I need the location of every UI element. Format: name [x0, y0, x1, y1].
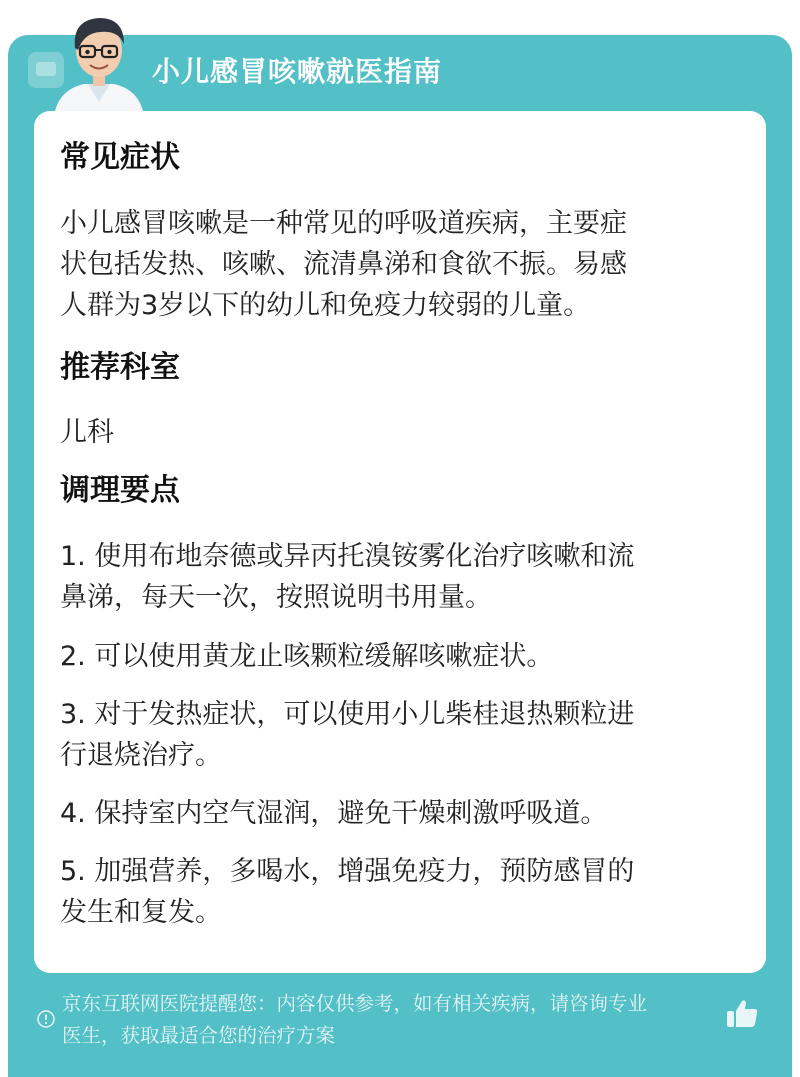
- care-item-line: 3. 对于发热症状，可以使用小儿柴桂退热颗粒进: [60, 699, 635, 730]
- care-item-1: [60, 536, 730, 618]
- care-item-2: [60, 636, 730, 677]
- care-item-line: 鼻涕，每天一次，按照说明书用量。: [60, 582, 492, 613]
- care-item-5: [60, 851, 730, 933]
- content-card: [34, 111, 766, 973]
- disclaimer-line: 京东互联网医院提醒您：内容仅供参考，如有相关疾病，请咨询专业: [62, 992, 648, 1015]
- care-item-line: 1. 使用布地奈德或异丙托溴铵雾化治疗咳嗽和流: [60, 541, 635, 572]
- symptoms-heading: 常见症状: [60, 140, 180, 175]
- info-icon: [36, 1009, 56, 1029]
- department-heading: 推荐科室: [60, 350, 180, 385]
- care-item-4: [60, 793, 730, 834]
- care-heading: 调理要点: [60, 473, 180, 508]
- care-item-line: 行退烧治疗。: [60, 740, 222, 771]
- care-item-line: 4. 保持室内空气湿润，避免干燥刺激呼吸道。: [60, 798, 608, 829]
- thumbs-up-icon[interactable]: [724, 996, 760, 1032]
- page-title: 小儿感冒咳嗽就医指南: [152, 55, 443, 88]
- symptoms-text: [60, 203, 730, 326]
- care-item-line: 发生和复发。: [60, 897, 222, 928]
- care-item-line: 2. 可以使用黄龙止咳颗粒缓解咳嗽症状。: [60, 641, 554, 672]
- disclaimer-text: [62, 988, 727, 1052]
- disclaimer-line: 医生，获取最适合您的治疗方案: [62, 1024, 336, 1047]
- doctor-avatar: [44, 6, 154, 116]
- department-value: 儿科: [60, 417, 114, 448]
- symptoms-line: 小儿感冒咳嗽是一种常见的呼吸道疾病，主要症: [60, 208, 627, 239]
- symptoms-line: 状包括发热、咳嗽、流清鼻涕和食欲不振。易感: [60, 249, 627, 280]
- care-item-3: [60, 694, 730, 776]
- care-item-line: 5. 加强营养，多喝水，增强免疫力，预防感冒的: [60, 856, 635, 887]
- symptoms-line: 人群为3岁以下的幼儿和免疫力较弱的儿童。: [60, 290, 591, 321]
